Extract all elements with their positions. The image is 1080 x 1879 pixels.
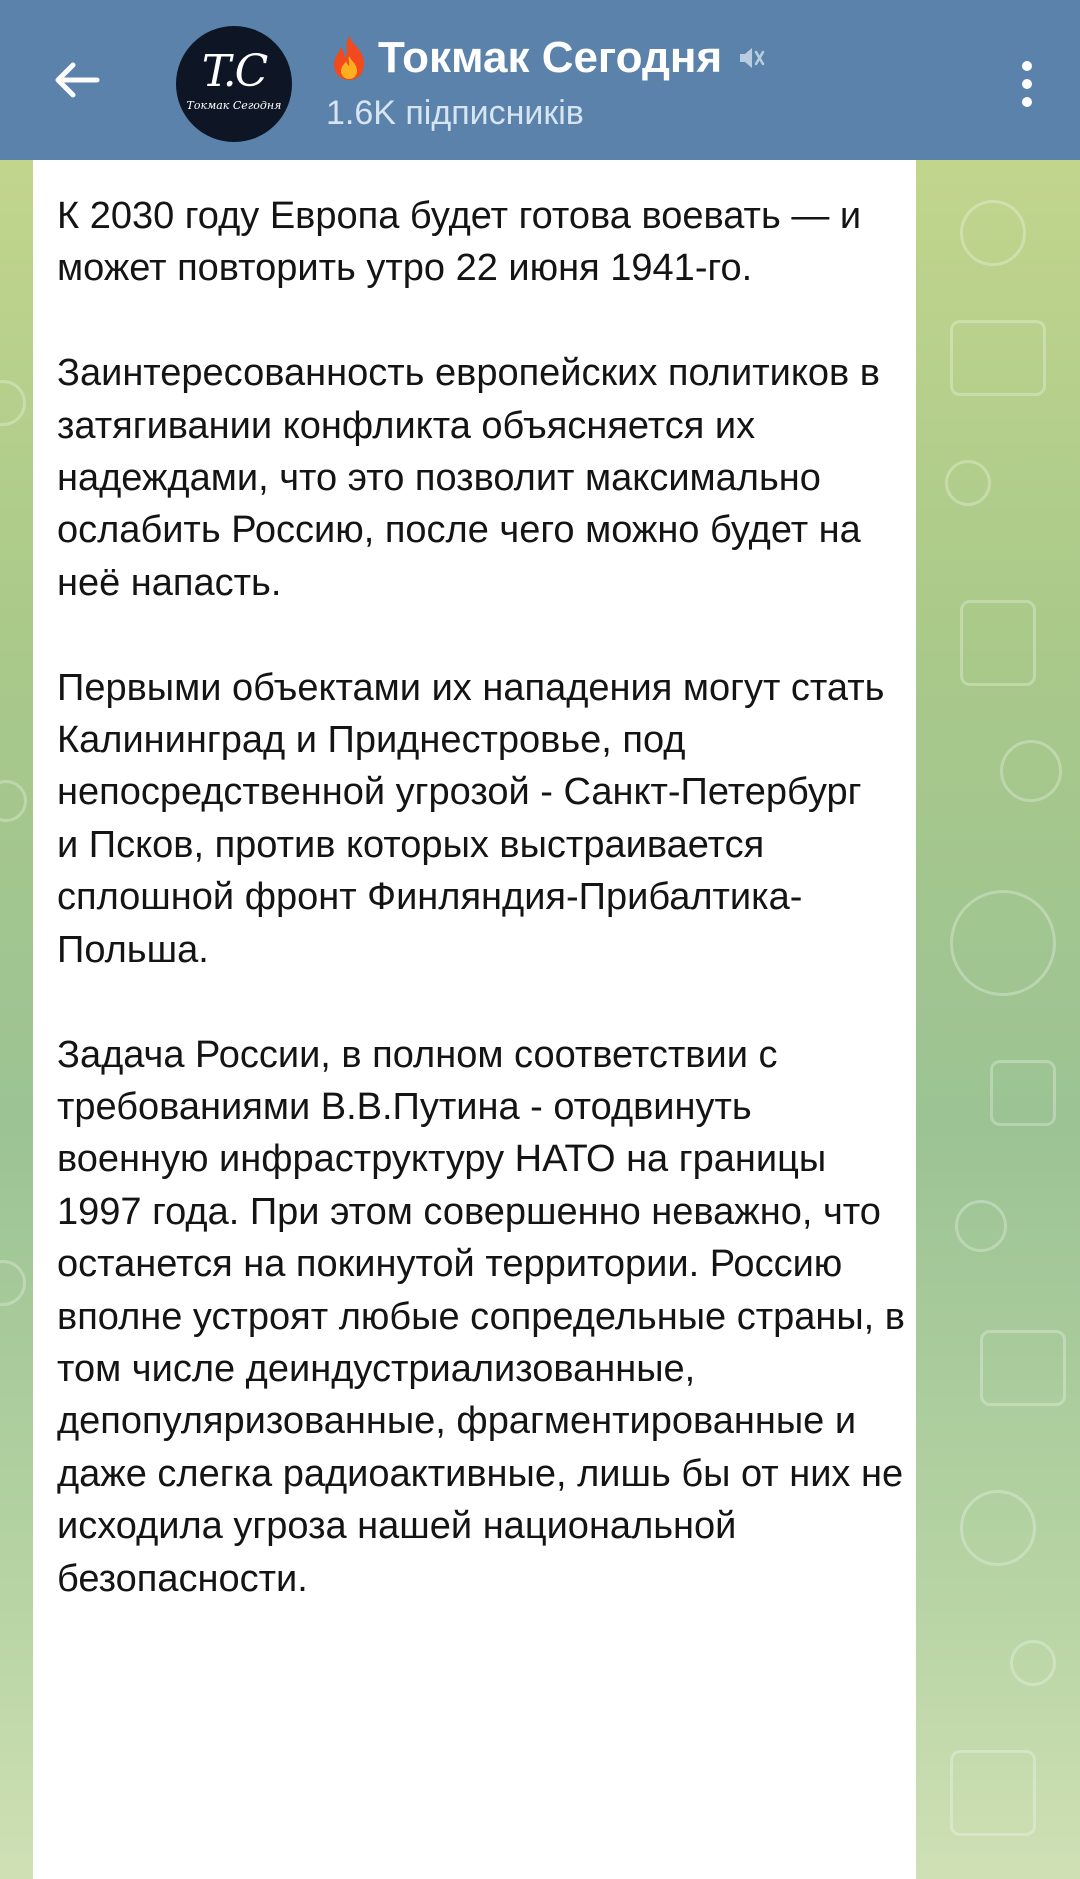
message-bubble[interactable]: [33, 160, 916, 1879]
wallpaper-doodle: [1010, 1640, 1056, 1686]
message-paragraph: К 2030 году Европа будет готова воевать — и может повторить утро 22 июня 1941-го.: [57, 195, 862, 290]
wallpaper-doodle: [950, 1750, 1036, 1836]
subscriber-count: 1.6K підписників: [326, 94, 584, 132]
wallpaper-doodle: [1000, 740, 1062, 802]
avatar-caption: Токмак Сегодня: [186, 99, 282, 112]
more-vertical-icon: [1022, 61, 1032, 71]
message-paragraph: Заинтересованность европейских политиков в затягивании конфликта объясняется их надеждами, что это позволит максимально ослабить Россию, после чего можно будет на неё напасть.: [57, 352, 880, 604]
wallpaper-doodle: [0, 1260, 26, 1306]
chat-header: [0, 0, 1080, 160]
wallpaper-doodle: [960, 1490, 1036, 1566]
wallpaper-doodle: [955, 1200, 1007, 1252]
wallpaper-doodle: [0, 380, 26, 426]
channel-title[interactable]: [326, 30, 766, 86]
fire-icon: [326, 34, 372, 82]
wallpaper-doodle: [980, 1330, 1066, 1406]
channel-avatar[interactable]: [176, 26, 292, 142]
wallpaper-doodle: [960, 200, 1026, 266]
wallpaper-doodle: [950, 890, 1056, 996]
mute-icon: [736, 43, 766, 73]
wallpaper-doodle: [0, 780, 27, 822]
more-vertical-icon: [1022, 79, 1032, 89]
message-paragraph: Задача России, в полном соответствии с требованиями В.В.Путина - отодвинуть военную инфраструктуру НАТО на границы 1997 года. При этом совершенно неважно, что останется на покинутой территории. Россию вполне устроят любые сопредельные страны, в том числе деиндустриализованные, депопуляризованные, фрагментированные и даже слегка радиоактивные, лишь бы от них не исходила угроза нашей национальной безопасности.: [57, 1033, 905, 1600]
more-vertical-icon: [1022, 97, 1032, 107]
wallpaper-doodle: [950, 320, 1046, 396]
message-paragraph: Первыми объектами их нападения могут стать Калининград и Приднестровье, под непосредственной угрозой - Санкт-Петербург и Псков, против которых выстраивается сплошной фронт Финляндия-Прибалтика-Польша.: [57, 666, 885, 971]
more-menu-button[interactable]: [1002, 50, 1052, 118]
back-button[interactable]: [42, 45, 112, 115]
wallpaper-doodle: [960, 600, 1036, 686]
channel-name: Токмак Сегодня: [378, 33, 723, 82]
wallpaper-doodle: [990, 1060, 1056, 1126]
arrow-left-icon: [53, 60, 101, 100]
message-text: [57, 190, 907, 1605]
avatar-logo: T.C: [201, 46, 267, 97]
wallpaper-doodle: [945, 460, 991, 506]
